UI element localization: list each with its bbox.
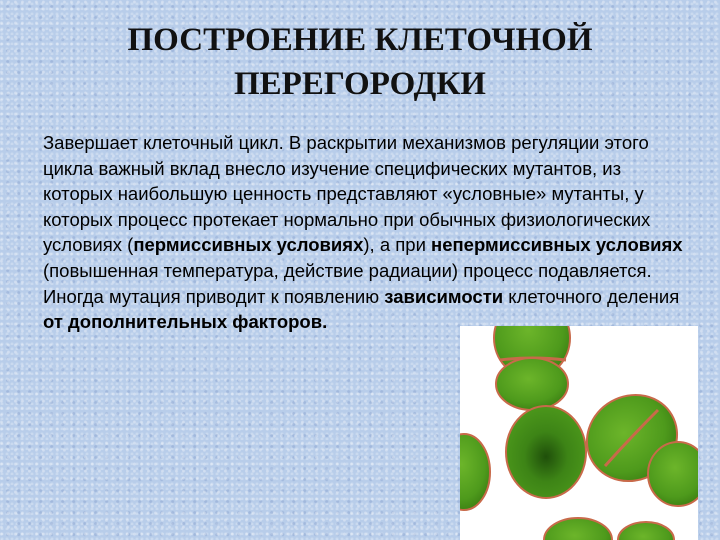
- body-paragraph: [43, 130, 683, 335]
- cell-pair-top: [494, 326, 570, 410]
- cell-dark-center: [506, 406, 586, 498]
- text-segment: Завершает клеточный цикл. В раскрытии механизмов регуляции этого цикла важный вклад внесло изучение специфических мутантов, из которых наибольшую ценность представляют «условные» мутанты, у которых процесс протекает нормально при обычных физиологических условиях (: [43, 132, 651, 256]
- cell-bottom-left: [460, 434, 490, 510]
- term-permissive-conditions: пермиссивных условиях: [133, 234, 364, 256]
- slide-title: [40, 18, 680, 106]
- term-nonpermissive-conditions: непермиссивных условиях: [431, 234, 683, 256]
- cell-bottom: [544, 518, 674, 540]
- title-line-1: ПОСТРОЕНИЕ КЛЕТОЧНОЙ: [127, 22, 593, 58]
- text-segment: ), а при: [363, 234, 432, 256]
- dividing-cells-micrograph: [460, 326, 698, 540]
- text-segment: клеточного деления: [503, 285, 680, 307]
- cells-illustration: [460, 326, 698, 540]
- title-line-2: ПЕРЕГОРОДКИ: [234, 66, 486, 102]
- cell-bottom-right: [648, 442, 698, 506]
- term-dependence: зависимости: [384, 285, 504, 307]
- term-additional-factors: от дополнительных факторов.: [43, 311, 328, 333]
- text-segment: (повышенная температура, действие радиации) процесс подавляется. Иногда мутация приводит к появлению: [43, 259, 652, 307]
